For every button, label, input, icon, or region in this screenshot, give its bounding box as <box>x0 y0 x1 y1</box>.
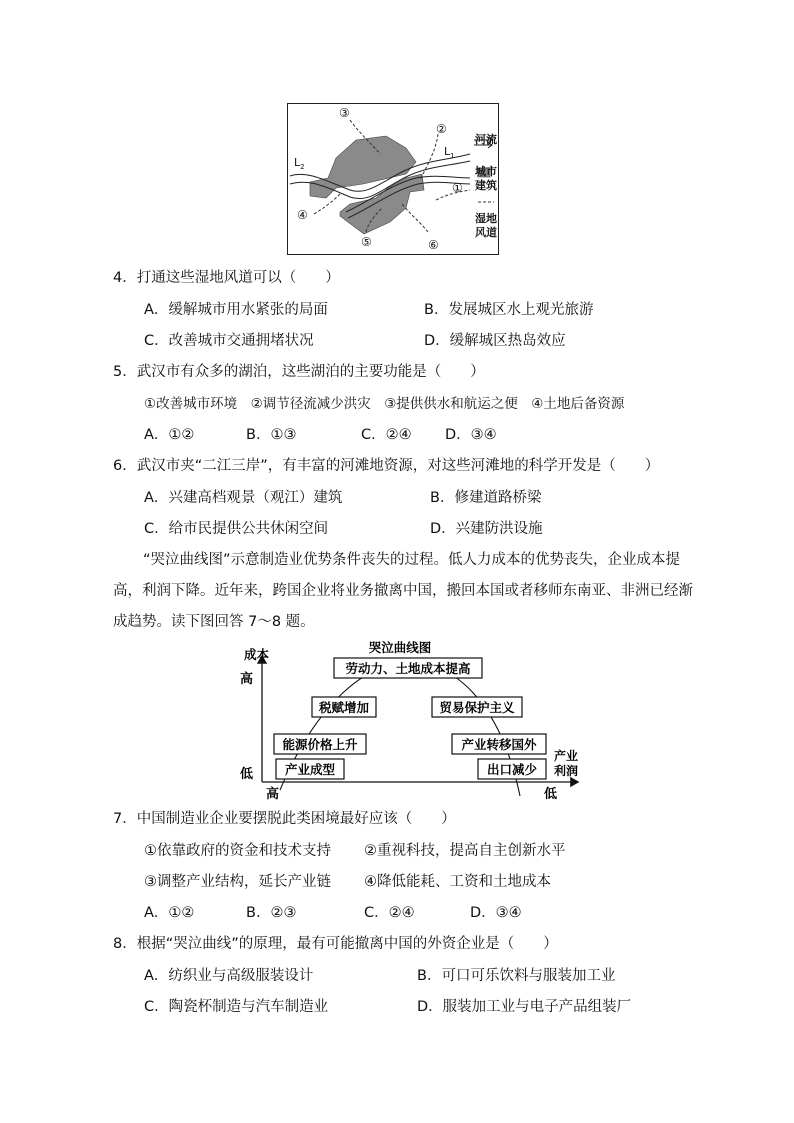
map-label-3: ③ <box>339 106 350 120</box>
wuhan-wetland-map <box>287 103 499 255</box>
q8-stem: 8．根据“哭泣曲线”的原理，最有可能撤离中国的外资企业是（ ） <box>113 936 558 952</box>
q6-stem: 6．武汉市夹“二江三岸”，有丰富的河滩地资源，对这些河滩地的科学开发是（ ） <box>113 458 660 474</box>
box-left-4-text: 产业成型 <box>284 762 336 777</box>
map-label-l2: $L_2$ <box>294 156 305 172</box>
q4-option-b: B．发展城区水上观光旅游 <box>424 302 594 318</box>
map-drawing <box>288 104 497 253</box>
q4-option-a: A．缓解城市用水紧张的局面 <box>144 302 328 318</box>
intro-paragraph <box>113 545 693 638</box>
box-right-4-text: 出口减少 <box>486 762 538 777</box>
q7-item-1: ①依靠政府的资金和技术支持 <box>144 843 331 859</box>
intro-line-3: 成趋势。读下图回答 7～8 题。 <box>113 614 315 630</box>
crying-curve-chart <box>228 640 588 804</box>
map-label-5: ⑤ <box>361 235 372 249</box>
map-label-1: ① <box>452 181 463 195</box>
q7-item-3: ③调整产业结构，延长产业链 <box>144 874 331 890</box>
q8-option-b: B．可口可乐饮料与服装加工业 <box>417 968 616 984</box>
map-label-6: ⑥ <box>428 238 439 252</box>
q7-option-c: C．②④ <box>364 905 415 921</box>
intro-line-1: “哭泣曲线图”示意制造业优势条件丧失的过程。低人力成本的优势丧失，企业成本提 <box>143 552 681 568</box>
box-left-2-text: 税赋增加 <box>318 700 370 715</box>
box-top-text: 劳动力、土地成本提高 <box>345 661 471 676</box>
q8-option-c: C．陶瓷杯制造与汽车制造业 <box>144 999 329 1015</box>
box-left-3-text: 能源价格上升 <box>282 737 358 752</box>
box-right-3-text: 产业转移国外 <box>461 737 537 752</box>
q5-items: ①改善城市环境 ②调节径流减少洪灾 ③提供供水和航运之便 ④土地后备资源 <box>144 396 625 412</box>
legend-river-label: 河流 <box>475 133 497 146</box>
q7-option-b: B．②③ <box>246 905 297 921</box>
q4-option-c: C．改善城市交通拥堵状况 <box>144 333 314 349</box>
box-right-2-text: 贸易保护主义 <box>439 700 515 715</box>
y-high-label: 高 <box>240 672 254 687</box>
wind-corridor-6 <box>402 204 428 232</box>
q5-option-d: D．③④ <box>445 427 497 443</box>
x-high-label: 高 <box>266 787 280 802</box>
y-low-label: 低 <box>240 767 254 782</box>
x-axis-label-2: 利润 <box>554 764 579 778</box>
q8-option-a: A．纺织业与高级服装设计 <box>144 968 314 984</box>
q5-option-b: B．①③ <box>246 427 297 443</box>
q4-option-d: D．缓解城区热岛效应 <box>424 333 566 349</box>
q4-stem: 4．打通这些湿地风道可以（ ） <box>113 270 340 286</box>
map-label-l1: $L_1$ <box>444 145 455 161</box>
legend-wind-label-2: 风道 <box>475 226 497 239</box>
legend-building-label-2: 建筑 <box>475 179 497 192</box>
map-label-4: ④ <box>297 208 308 222</box>
chart-title: 哭泣曲线图 <box>368 640 432 655</box>
q8-option-d: D．服装加工业与电子产品组装厂 <box>417 999 632 1015</box>
intro-line-2: 高，利润下降。近年来，跨国企业将业务撤离中国，搬回本国或者移师东南亚、非洲已经渐 <box>113 583 693 599</box>
x-axis-label-1: 产业 <box>554 749 579 763</box>
x-low-label: 低 <box>544 787 558 802</box>
q7-option-a: A．①② <box>144 905 195 921</box>
legend-building-label-1: 城市 <box>475 165 497 178</box>
q7-item-4: ④降低能耗、工资和土地成本 <box>364 874 551 890</box>
q6-option-a: A．兴建高档观景（观江）建筑 <box>144 490 343 506</box>
y-axis-label: 成本 <box>244 647 270 662</box>
q7-option-d: D．③④ <box>470 905 522 921</box>
wind-corridor-2 <box>420 134 438 180</box>
map-label-2: ② <box>436 122 447 136</box>
q5-option-a: A．①② <box>144 427 195 443</box>
legend-wind-label-1: 湿地 <box>475 212 497 225</box>
q7-stem: 7．中国制造业企业要摆脱此类困境最好应该（ ） <box>113 811 456 827</box>
q6-option-d: D．兴建防洪设施 <box>430 521 543 537</box>
q6-option-b: B．修建道路桥梁 <box>430 490 542 506</box>
q5-option-c: C．②④ <box>361 427 412 443</box>
q7-item-2: ②重视科技，提高自主创新水平 <box>364 843 566 859</box>
q5-stem: 5．武汉市有众多的湖泊，这些湖泊的主要功能是（ ） <box>113 364 485 380</box>
q6-option-c: C．给市民提供公共休闲空间 <box>144 521 329 537</box>
